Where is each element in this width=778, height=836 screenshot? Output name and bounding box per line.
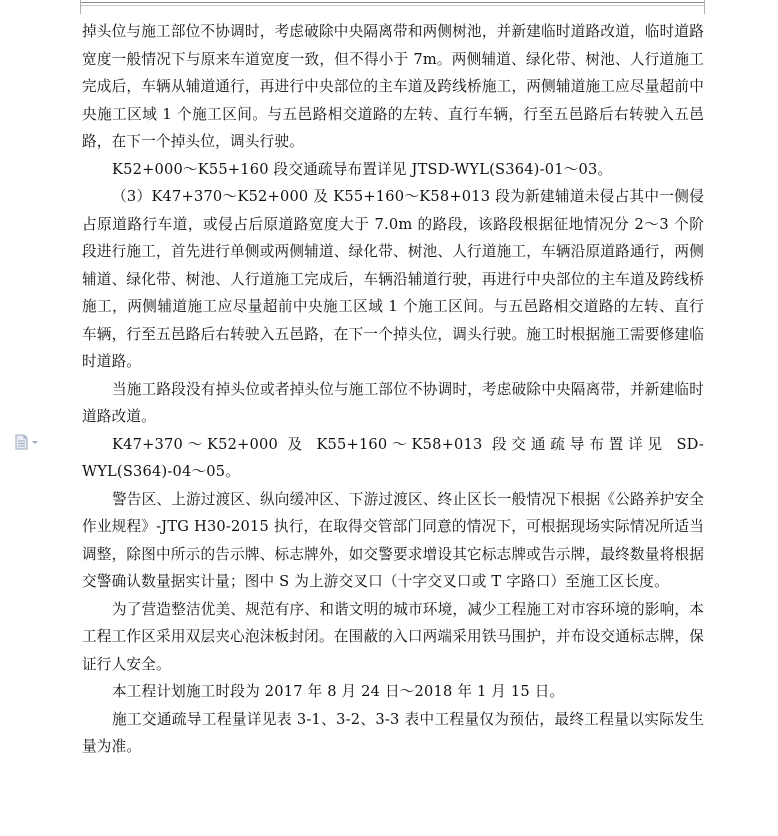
paragraph-4: 当施工路段没有掉头位或者掉头位与施工部位不协调时，考虑破除中央隔离带，并新建临时道路改道。 bbox=[82, 380, 704, 425]
paragraph-8: 本工程计划施工时段为 2017 年 8 月 24 日～2018 年 1 月 15 日。 bbox=[112, 683, 565, 700]
page-top-border-inner bbox=[80, 5, 705, 6]
page-top-border bbox=[80, 2, 705, 3]
document-body bbox=[82, 18, 704, 761]
paragraph-9: 施工交通疏导工程量详见表 3-1、3-2、3-3 表中工程量仅为预估，最终工程量以实际发生量为准。 bbox=[82, 710, 704, 755]
paragraph-1: 掉头位与施工部位不协调时，考虑破除中央隔离带和两侧树池，并新建临时道路改道，临时道路宽度一般情况下与原来车道宽度一致，但不得小于 7m。两侧辅道、绿化带、树池、人行道施工完成后，车辆从辅道通行，再进行中央部位的主车道及跨线桥施工，两侧辅道施工应尽量超前中央施工区域 1 个施工区间。与五邑路相交道路的左转、直行车辆，行至五邑路后右转驶入五邑路，在下一个掉头位，调头行驶。 bbox=[82, 23, 704, 150]
document-icon bbox=[14, 434, 40, 450]
paragraph-5: K47+370～K52+000 及 K55+160～K58+013 段交通疏导布置详见 SD-WYL(S364)-04～05。 bbox=[82, 435, 704, 480]
paragraph-options-button[interactable] bbox=[14, 434, 40, 450]
margin-corner-left bbox=[80, 0, 81, 14]
paragraph-6: 警告区、上游过渡区、纵向缓冲区、下游过渡区、终止区长一般情况下根据《公路养护安全作业规程》-JTG H30-2015 执行，在取得交管部门同意的情况下，可根据现场实际情况所适当调整，除图中所示的告示牌、标志牌外，如交警要求增设其它标志牌或告示牌，最终数量将根据交警确认数量据实计量；图中 S 为上游交叉口（十字交叉口或 T 字路口）至施工区长度。 bbox=[82, 490, 704, 590]
chevron-down-icon bbox=[32, 441, 38, 444]
paragraph-7: 为了营造整洁优美、规范有序、和谐文明的城市环境，减少工程施工对市容环境的影响，本工程工作区采用双层夹心泡沫板封闭。在围蔽的入口两端采用铁马围护，并布设交通标志牌，保证行人安全。 bbox=[82, 600, 704, 673]
paragraph-2: K52+000～K55+160 段交通疏导布置详见 JTSD-WYL(S364)-01～03。 bbox=[112, 160, 613, 178]
paragraph-3: （3）K47+370～K52+000 及 K55+160～K58+013 段为新建辅道未侵占其中一侧侵占原道路行车道，或侵占后原道路宽度大于 7.0m 的路段，该路段根据征地情况分 2～3 个阶段进行施工，首先进行单侧或两侧辅道、绿化带、树池、人行道施工，车辆沿原道路通行，两侧辅道、绿化带、树池、人行道施工完成后，车辆沿辅道行驶，再进行中央部位的主车道及跨线桥施工，两侧辅道施工应尽量超前中央施工区域 1 个施工区间。与五邑路相交道路的左转、直行车辆，行至五邑路后右转驶入五邑路，在下一个掉头位，调头行驶。施工时根据施工需要修建临时道路。 bbox=[82, 188, 704, 370]
margin-corner-right bbox=[704, 0, 705, 14]
